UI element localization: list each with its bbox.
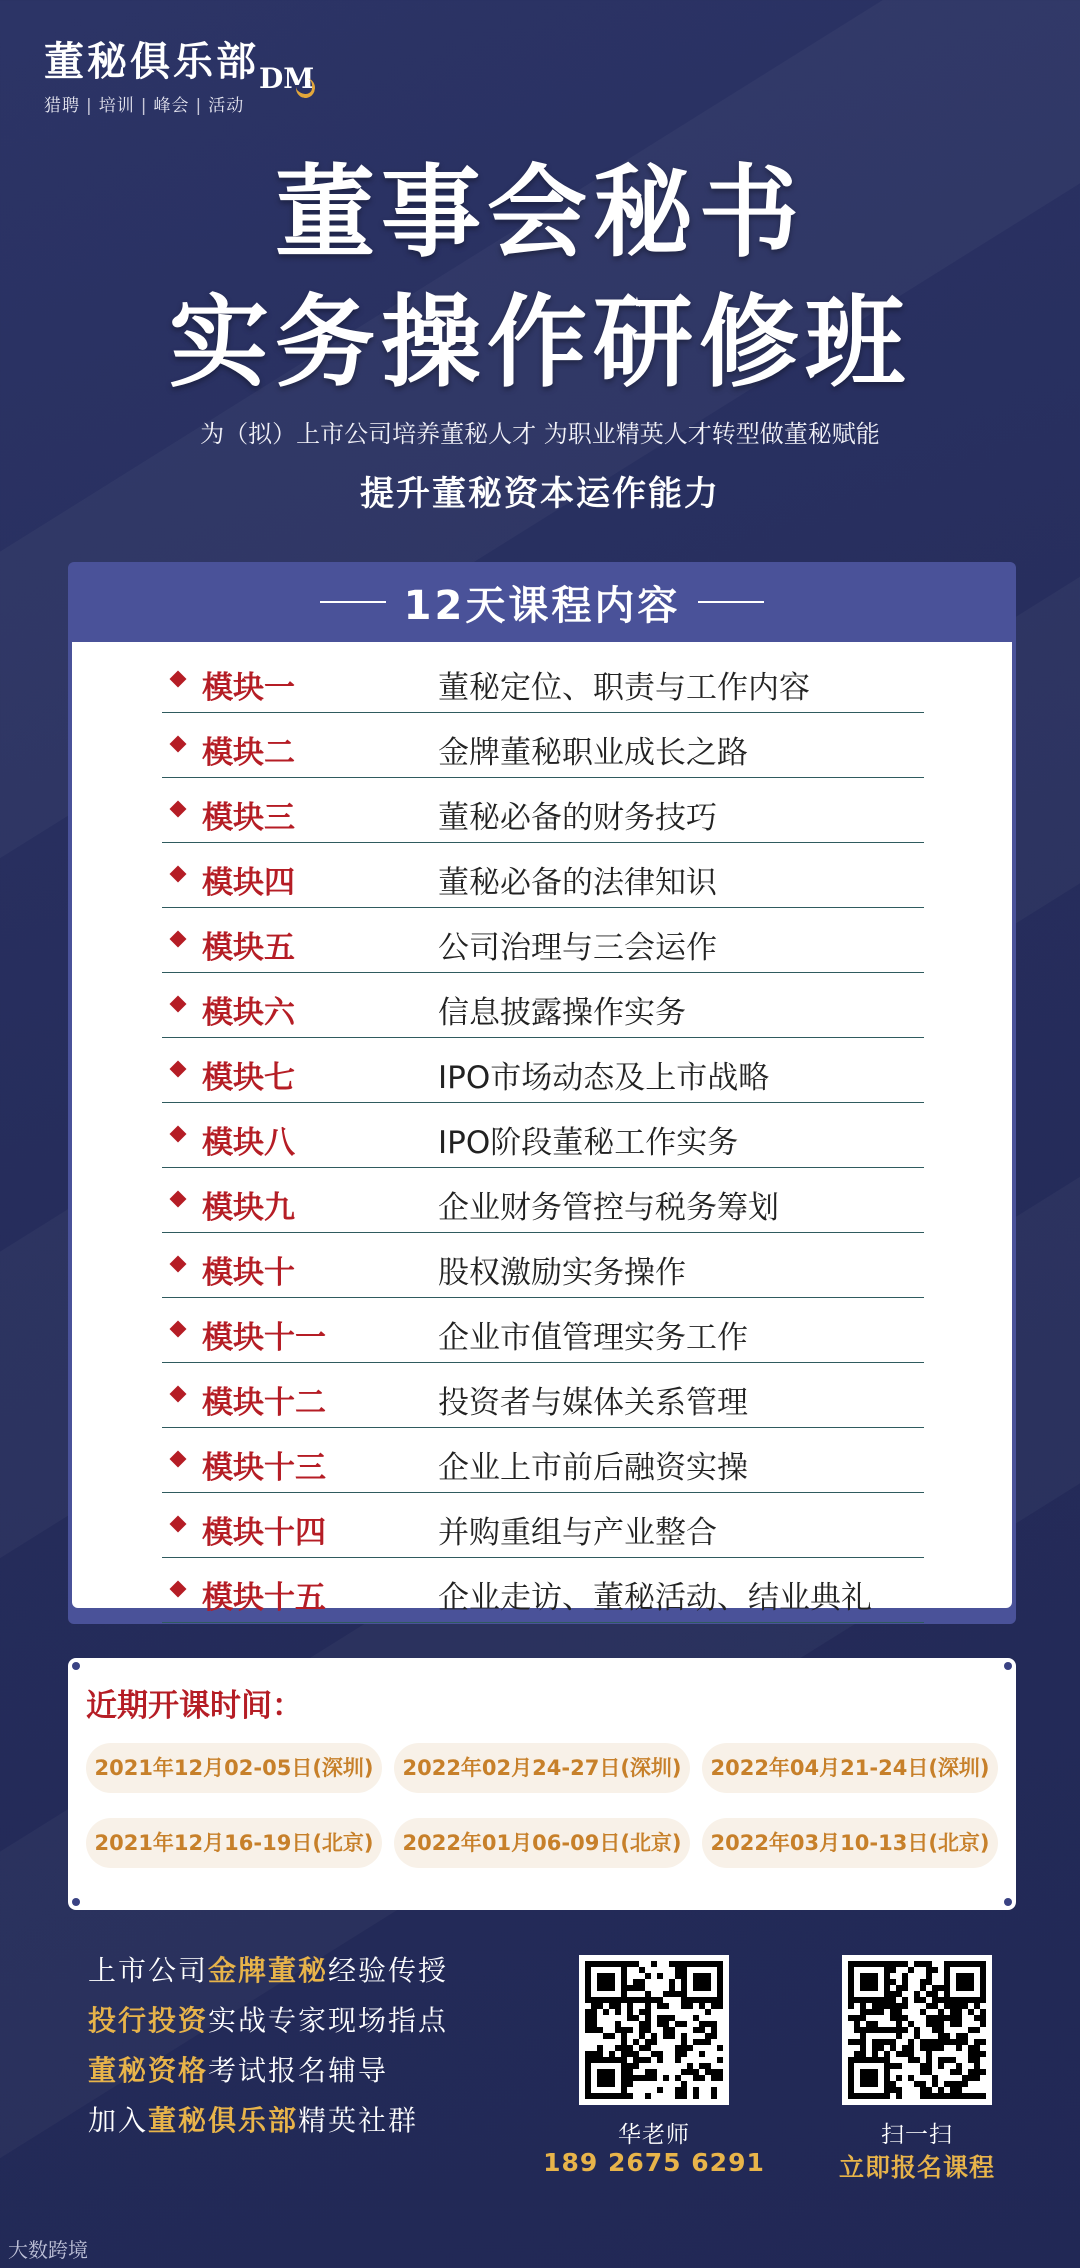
- module-name: 模块十四: [202, 1515, 326, 1551]
- module-name: 模块六: [202, 995, 295, 1031]
- brand-tag: 峰会: [153, 96, 190, 116]
- module-row: [162, 1428, 924, 1493]
- module-name: 模块十一: [202, 1320, 326, 1356]
- module-desc: IPO阶段董秘工作实务: [438, 1125, 739, 1161]
- course-card: [68, 562, 1016, 1624]
- date-pill: 2022年04月21-24日(深圳): [702, 1743, 998, 1793]
- signup-qr-code[interactable]: [842, 1955, 992, 2105]
- qr2-caption: 扫一扫: [881, 2122, 953, 2148]
- diamond-icon: [170, 1256, 187, 1273]
- module-name: 模块十: [202, 1255, 295, 1291]
- course-card-body: [72, 642, 1012, 1616]
- module-row: [162, 1558, 924, 1623]
- module-desc: 董秘定位、职责与工作内容: [438, 670, 810, 706]
- diamond-icon: [170, 1516, 187, 1533]
- module-name: 模块三: [202, 800, 295, 836]
- module-row: [162, 1038, 924, 1103]
- module-desc: 并购重组与产业整合: [438, 1515, 717, 1551]
- module-desc: 企业财务管控与税务筹划: [438, 1190, 779, 1226]
- module-row: [162, 973, 924, 1038]
- schedule-title: 近期开课时间：: [86, 1688, 303, 1724]
- module-desc: 企业上市前后融资实操: [438, 1450, 748, 1486]
- module-desc: 信息披露操作实务: [438, 995, 686, 1031]
- header-divider: [320, 601, 386, 603]
- module-row: [162, 908, 924, 973]
- diamond-icon: [170, 801, 187, 818]
- module-row: [162, 1493, 924, 1558]
- perk-item: 上市公司金牌董秘经验传授: [88, 1954, 449, 1987]
- brand-name: 董秘俱乐部: [44, 38, 259, 85]
- module-desc: 公司治理与三会运作: [438, 930, 717, 966]
- module-name: 模块七: [202, 1060, 295, 1096]
- module-desc: 金牌董秘职业成长之路: [438, 735, 748, 771]
- date-pill: 2022年02月24-27日(深圳): [394, 1743, 690, 1793]
- corner-dot: [72, 1662, 80, 1670]
- tagline: 提升董秘资本运作能力: [360, 474, 720, 514]
- diamond-icon: [170, 1191, 187, 1208]
- qr1-caption: 华老师: [618, 2122, 690, 2148]
- diamond-icon: [170, 1386, 187, 1403]
- contact-qr-code[interactable]: [579, 1955, 729, 2105]
- corner-dot: [1004, 1898, 1012, 1906]
- signup-link[interactable]: 立即报名课程: [838, 2153, 995, 2182]
- module-row: [162, 1103, 924, 1168]
- module-name: 模块十二: [202, 1385, 326, 1421]
- module-row: [162, 648, 924, 713]
- corner-dot: [1004, 1662, 1012, 1670]
- module-name: 模块十三: [202, 1450, 326, 1486]
- schedule-card: [68, 1658, 1016, 1910]
- perk-item: 投行投资实战专家现场指点: [88, 2004, 449, 2037]
- module-row: [162, 1233, 924, 1298]
- module-desc: 投资者与媒体关系管理: [438, 1385, 748, 1421]
- module-name: 模块八: [202, 1125, 295, 1161]
- module-row: [162, 1168, 924, 1233]
- corner-dot: [72, 1898, 80, 1906]
- diamond-icon: [170, 671, 187, 688]
- diamond-icon: [170, 1321, 187, 1338]
- diamond-icon: [170, 736, 187, 753]
- module-row: [162, 843, 924, 908]
- diamond-icon: [170, 1126, 187, 1143]
- module-name: 模块十五: [202, 1580, 326, 1616]
- diamond-icon: [170, 996, 187, 1013]
- perks-list: [88, 1946, 448, 2146]
- contact-phone[interactable]: 189 2675 6291: [543, 2148, 765, 2177]
- module-row: [162, 1363, 924, 1428]
- module-row: [162, 1298, 924, 1363]
- module-name: 模块五: [202, 930, 295, 966]
- header-divider: [698, 601, 764, 603]
- module-desc: 企业市值管理实务工作: [438, 1320, 748, 1356]
- module-desc: IPO市场动态及上市战略: [438, 1060, 770, 1096]
- date-pill: 2021年12月02-05日(深圳): [86, 1743, 382, 1793]
- brand-logo: [44, 30, 315, 116]
- diamond-icon: [170, 931, 187, 948]
- module-list: [162, 648, 924, 1623]
- main-title-line2: 实务操作研修班: [169, 284, 911, 401]
- subtitle: 为（拟）上市公司培养董秘人才 为职业精英人才转型做董秘赋能: [200, 420, 880, 448]
- module-desc: 股权激励实务操作: [438, 1255, 686, 1291]
- module-desc: 董秘必备的财务技巧: [438, 800, 717, 836]
- brand-tag: 活动: [208, 96, 245, 116]
- diamond-icon: [170, 1451, 187, 1468]
- module-row: [162, 713, 924, 778]
- perk-item: 董秘资格考试报名辅导: [88, 2054, 389, 2087]
- diamond-icon: [170, 866, 187, 883]
- module-row: [162, 778, 924, 843]
- module-name: 模块一: [202, 670, 295, 706]
- brand-tag: 猎聘: [44, 96, 80, 116]
- date-pill: 2021年12月16-19日(北京): [86, 1818, 382, 1868]
- course-heading: 12天课程内容: [403, 582, 681, 629]
- dm-logo: DM: [259, 62, 315, 95]
- module-name: 模块九: [202, 1190, 295, 1226]
- perk-item: 加入董秘俱乐部精英社群: [88, 2104, 419, 2137]
- brand-tag: 培训: [98, 96, 135, 116]
- brand-tags: 猎聘 | 培训 | 峰会 | 活动: [44, 96, 245, 116]
- course-card-header: [68, 562, 1016, 642]
- diamond-icon: [170, 1581, 187, 1598]
- footer-watermark: 大数跨境: [8, 2238, 88, 2262]
- module-name: 模块二: [202, 735, 295, 771]
- date-pill: 2022年01月06-09日(北京): [394, 1818, 690, 1868]
- diamond-icon: [170, 1061, 187, 1078]
- module-desc: 董秘必备的法律知识: [438, 865, 717, 901]
- date-pill: 2022年03月10-13日(北京): [702, 1818, 998, 1868]
- module-desc: 企业走访、董秘活动、结业典礼: [438, 1580, 872, 1616]
- module-name: 模块四: [202, 865, 295, 901]
- main-title-line1: 董事会秘书: [275, 154, 805, 271]
